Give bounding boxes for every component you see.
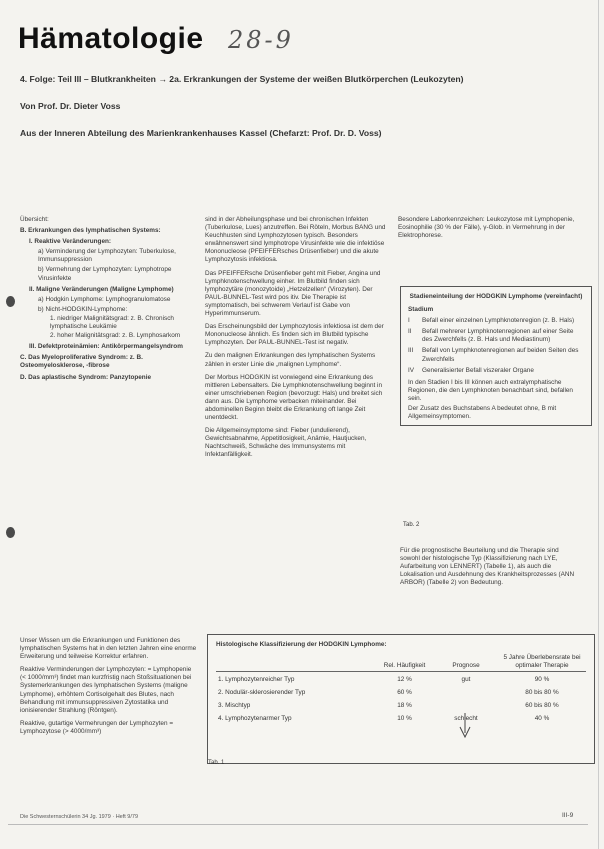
column-header-survival: 5 Jahre Überlebensrate bei optimaler Therapie <box>503 654 581 670</box>
overview-item: 1. niedriger Malignitätsgrad: z. B. Chronisch lymphatische Leukämie <box>50 314 174 331</box>
paragraph: Zu den malignen Erkrankungen des lymphatischen Systems zählen in erster Linie die „malignen Lymphome“. <box>205 352 376 368</box>
paragraph: Das Erscheinungsbild der Lymphozytosis infektiosa ist dem der Mononucleose ähnlich. Es finden sich im Blutbild typische Lymphozyten. Der PAUL-BUNNEL-Test ist negativ. <box>205 323 384 347</box>
overview-item: D. Das aplastische Syndrom: Panzytopenie <box>20 373 152 381</box>
row-prognosis <box>434 698 498 711</box>
overview-heading: Übersicht: <box>20 216 49 223</box>
row-prognosis: schlecht <box>454 715 478 723</box>
staging-note: Der Zusatz des Buchstabens A bedeutet ohne, B mit Allgemeinsymptomen. <box>408 405 557 421</box>
row-frequency: 18 % <box>397 702 412 710</box>
page-number: III-9 <box>562 812 574 819</box>
footer-rule <box>8 824 588 825</box>
column-header-prognosis: Prognose <box>452 662 480 670</box>
overview-item: I. Reaktive Veränderungen: <box>29 238 112 246</box>
row-prognosis: gut <box>461 676 471 684</box>
author-line: Von Prof. Dr. Dieter Voss <box>20 101 121 111</box>
overview-item: II. Maligne Veränderungen (Maligne Lymphome) <box>29 285 174 293</box>
table-row <box>216 698 586 711</box>
paragraph: Das PFEIFFERsche Drüsenfieber geht mit Fieber, Angina und Lymphknotenschwellung einher. Im Blutbild finden sich lymphozytäre (monozytoide) „Hetzelzellen“ (Virozyten). Der PAUL-BUNNEL-Test wird pos itiv. Die Therapie ist symptomatisch, bei schwerem Verlauf ist Gabe von Hyperimmunserum. <box>205 269 381 318</box>
row-survival: 80 bis 80 % <box>525 689 559 697</box>
row-survival: 90 % <box>534 676 550 684</box>
paragraph: Die Allgemeinsymptome sind: Fieber (undulierend), Gewichtsabnahme, Appetitlosigkeit, Anämie, Hautjucken, Nachtschweiß, Schwäche des Immunsystems mit Infektanfälligkeit. <box>205 427 367 459</box>
prognosis-arrow-icon <box>458 711 472 741</box>
column-header-frequency: Rel. Häufigkeit <box>383 662 426 670</box>
row-frequency: 10 % <box>397 715 412 723</box>
staging-note: In den Stadien I bis III können auch extralymphatische Regionen, die den Lymphknoten benachbart sind, befallen sein. <box>408 378 573 402</box>
overview-item: C. Das Myeloproliferative Syndrom: z. B. Osteomyelosklerose, -fibrose <box>20 354 143 370</box>
overview-item: a) Verminderung der Lymphozyten: Tuberkulose, Immunsuppression <box>38 248 176 264</box>
row-survival: 40 % <box>534 715 550 723</box>
handwritten-note: 28-9 <box>228 26 294 54</box>
paragraph: Reaktive Verminderungen der Lymphozyten: = Lymphopenie (< 1000/mm³) findet man kurzfristig nach Stoßsituationen bei Systemerkrankungen des lymphatischen Systems (maligne Lymphome), erhöhtem Cortisolgehalt des Blutes, nach Behandlung mit immunsuppressiven Zytostatika und ionisierender Strahlung (Röntgen). <box>20 666 192 714</box>
column-3-text <box>400 547 580 592</box>
stage-number: III <box>408 347 414 355</box>
table-caption: Tab. 1 <box>208 760 225 766</box>
stage-row <box>408 367 584 375</box>
row-survival: 60 bis 80 % <box>525 702 559 710</box>
stage-row <box>408 347 584 363</box>
stage-description: Befall mehrerer Lymphknotenregionen auf einer Seite des Zwerchfells (z. B. Hals und Mediastinum) <box>422 328 574 344</box>
stage-description: Befall einer einzelnen Lymphknotenregion (z. B. Hals) <box>422 317 575 325</box>
stage-number: II <box>408 328 412 336</box>
stage-number: IV <box>408 366 415 374</box>
overview-list <box>20 216 195 382</box>
paragraph: Reaktive, gutartige Vermehrungen der Lymphozyten = Lymphozytose (> 4000/mm³) <box>20 719 174 735</box>
classification-table-grid <box>216 653 586 724</box>
column-3-intro <box>398 216 580 245</box>
row-frequency: 12 % <box>397 676 412 684</box>
page-title: Hämatologie <box>18 22 204 55</box>
column-1-text <box>20 637 198 741</box>
stage-row <box>408 328 584 344</box>
paragraph: Für die prognostische Beurteilung und die Therapie sind sowohl der histologische Typ (Klassifizierung nach LYE, Aufarbeitung von LENNERT) (Tabelle 1), als auch die Lokalisation und Ausdehnung des Krankheitsprozesses (ANN ARBOR) (Tabelle 2) von Bedeutung. <box>400 547 575 587</box>
footer-source: Die Schwesternschülerin 34 Jg. 1979 · Heft 9/79 <box>20 814 139 820</box>
punch-hole <box>6 296 15 307</box>
staging-box <box>400 286 592 426</box>
row-type: 3. Mischtyp <box>218 702 251 710</box>
overview-item: 2. hoher Malignitätsgrad: z. B. Lymphosarkom <box>50 332 181 340</box>
row-type: 2. Nodulär-sklerosierender Typ <box>218 689 306 697</box>
row-frequency: 60 % <box>397 689 412 697</box>
staging-heading: Stadium <box>408 306 434 314</box>
overview-item: b) Vermehrung der Lymphozyten: Lymphotrope Virusinfekte <box>38 266 172 282</box>
paragraph: Unser Wissen um die Erkrankungen und Funktionen des lymphatischen Systems hat in den letzten Jahren eine enorme Erweiterung und teilweise Korrektur erfahren. <box>20 637 197 661</box>
series-subtitle: 4. Folge: Teil III – Blutkrankheiten → 2a. Erkrankungen der Systeme der weißen Blutkörperchen (Leukozyten) <box>20 74 464 84</box>
paragraph: Besondere Laborkennzeichen: Leukozytose mit Lymphopenie, Eosinophilie (30 % der Fälle), γ-Glob. in Vermehrung in der Elektrophorese. <box>398 216 575 240</box>
column-2-text <box>205 216 388 465</box>
page-edge <box>598 0 599 849</box>
staging-box-title: Stadieneinteilung der HODGKIN Lymphome (vereinfacht) <box>409 293 583 300</box>
classification-table-title: Histologische Klassifizierung der HODGKIN Lymphome: <box>216 641 387 648</box>
stage-description: Befall von Lymphknotenregionen auf beiden Seiten des Zwerchfells <box>422 347 579 363</box>
overview-item: III. Defektproteinämien: Antikörpermangelsyndrom <box>29 343 183 351</box>
stage-row <box>408 317 584 325</box>
row-type: 1. Lymphozytenreicher Typ <box>218 676 295 684</box>
overview-item: b) Nicht-HODGKIN-Lymphome: <box>38 305 128 313</box>
table-row <box>216 711 586 724</box>
row-prognosis <box>434 685 498 698</box>
table-caption: Tab. 2 <box>403 522 420 528</box>
punch-hole <box>6 527 15 538</box>
row-type: 4. Lymphozytenarmer Typ <box>218 715 292 723</box>
table-row <box>216 685 586 698</box>
paragraph: sind in der Abheilungsphase und bei chronischen Infekten (Tuberkulose, Lues) anzutreffen. Bei Röteln, Morbus BANG und Keuchhusten sind Lymphozytosen typisch. Besonders erwähnenswert sind lymphotrope Virusinfekte wie die infektiöse Mononucleose (PFEIFFERsches Drüsenfieber) und die akute Lymphozytosis infektiosa. <box>205 216 386 264</box>
table-row <box>216 672 586 685</box>
overview-item: a) Hodgkin Lymphome: Lymphogranulomatose <box>38 295 171 303</box>
stage-number: I <box>408 317 410 325</box>
stage-description: Generalisierter Befall viszeraler Organe <box>422 366 534 374</box>
affiliation-line: Aus der Inneren Abteilung des Marienkrankenhauses Kassel (Chefarzt: Prof. Dr. D. Voss) <box>20 128 382 138</box>
paragraph: Der Morbus HODGKIN ist vorwiegend eine Erkrankung des mittleren Lebensalters. Die Lymphknotenschwellung beginnt in einer umschriebenen Region (bevorzugt: Hals) und breitet sich dann aus. Die Lymphome verbacken miteinander. Bei abdominellen Beginn bleibt die Erkrankung oft lange Zeit unentdeckt. <box>205 373 383 422</box>
overview-item: B. Erkrankungen des lymphatischen Systems: <box>20 227 161 235</box>
classification-table <box>207 634 595 764</box>
